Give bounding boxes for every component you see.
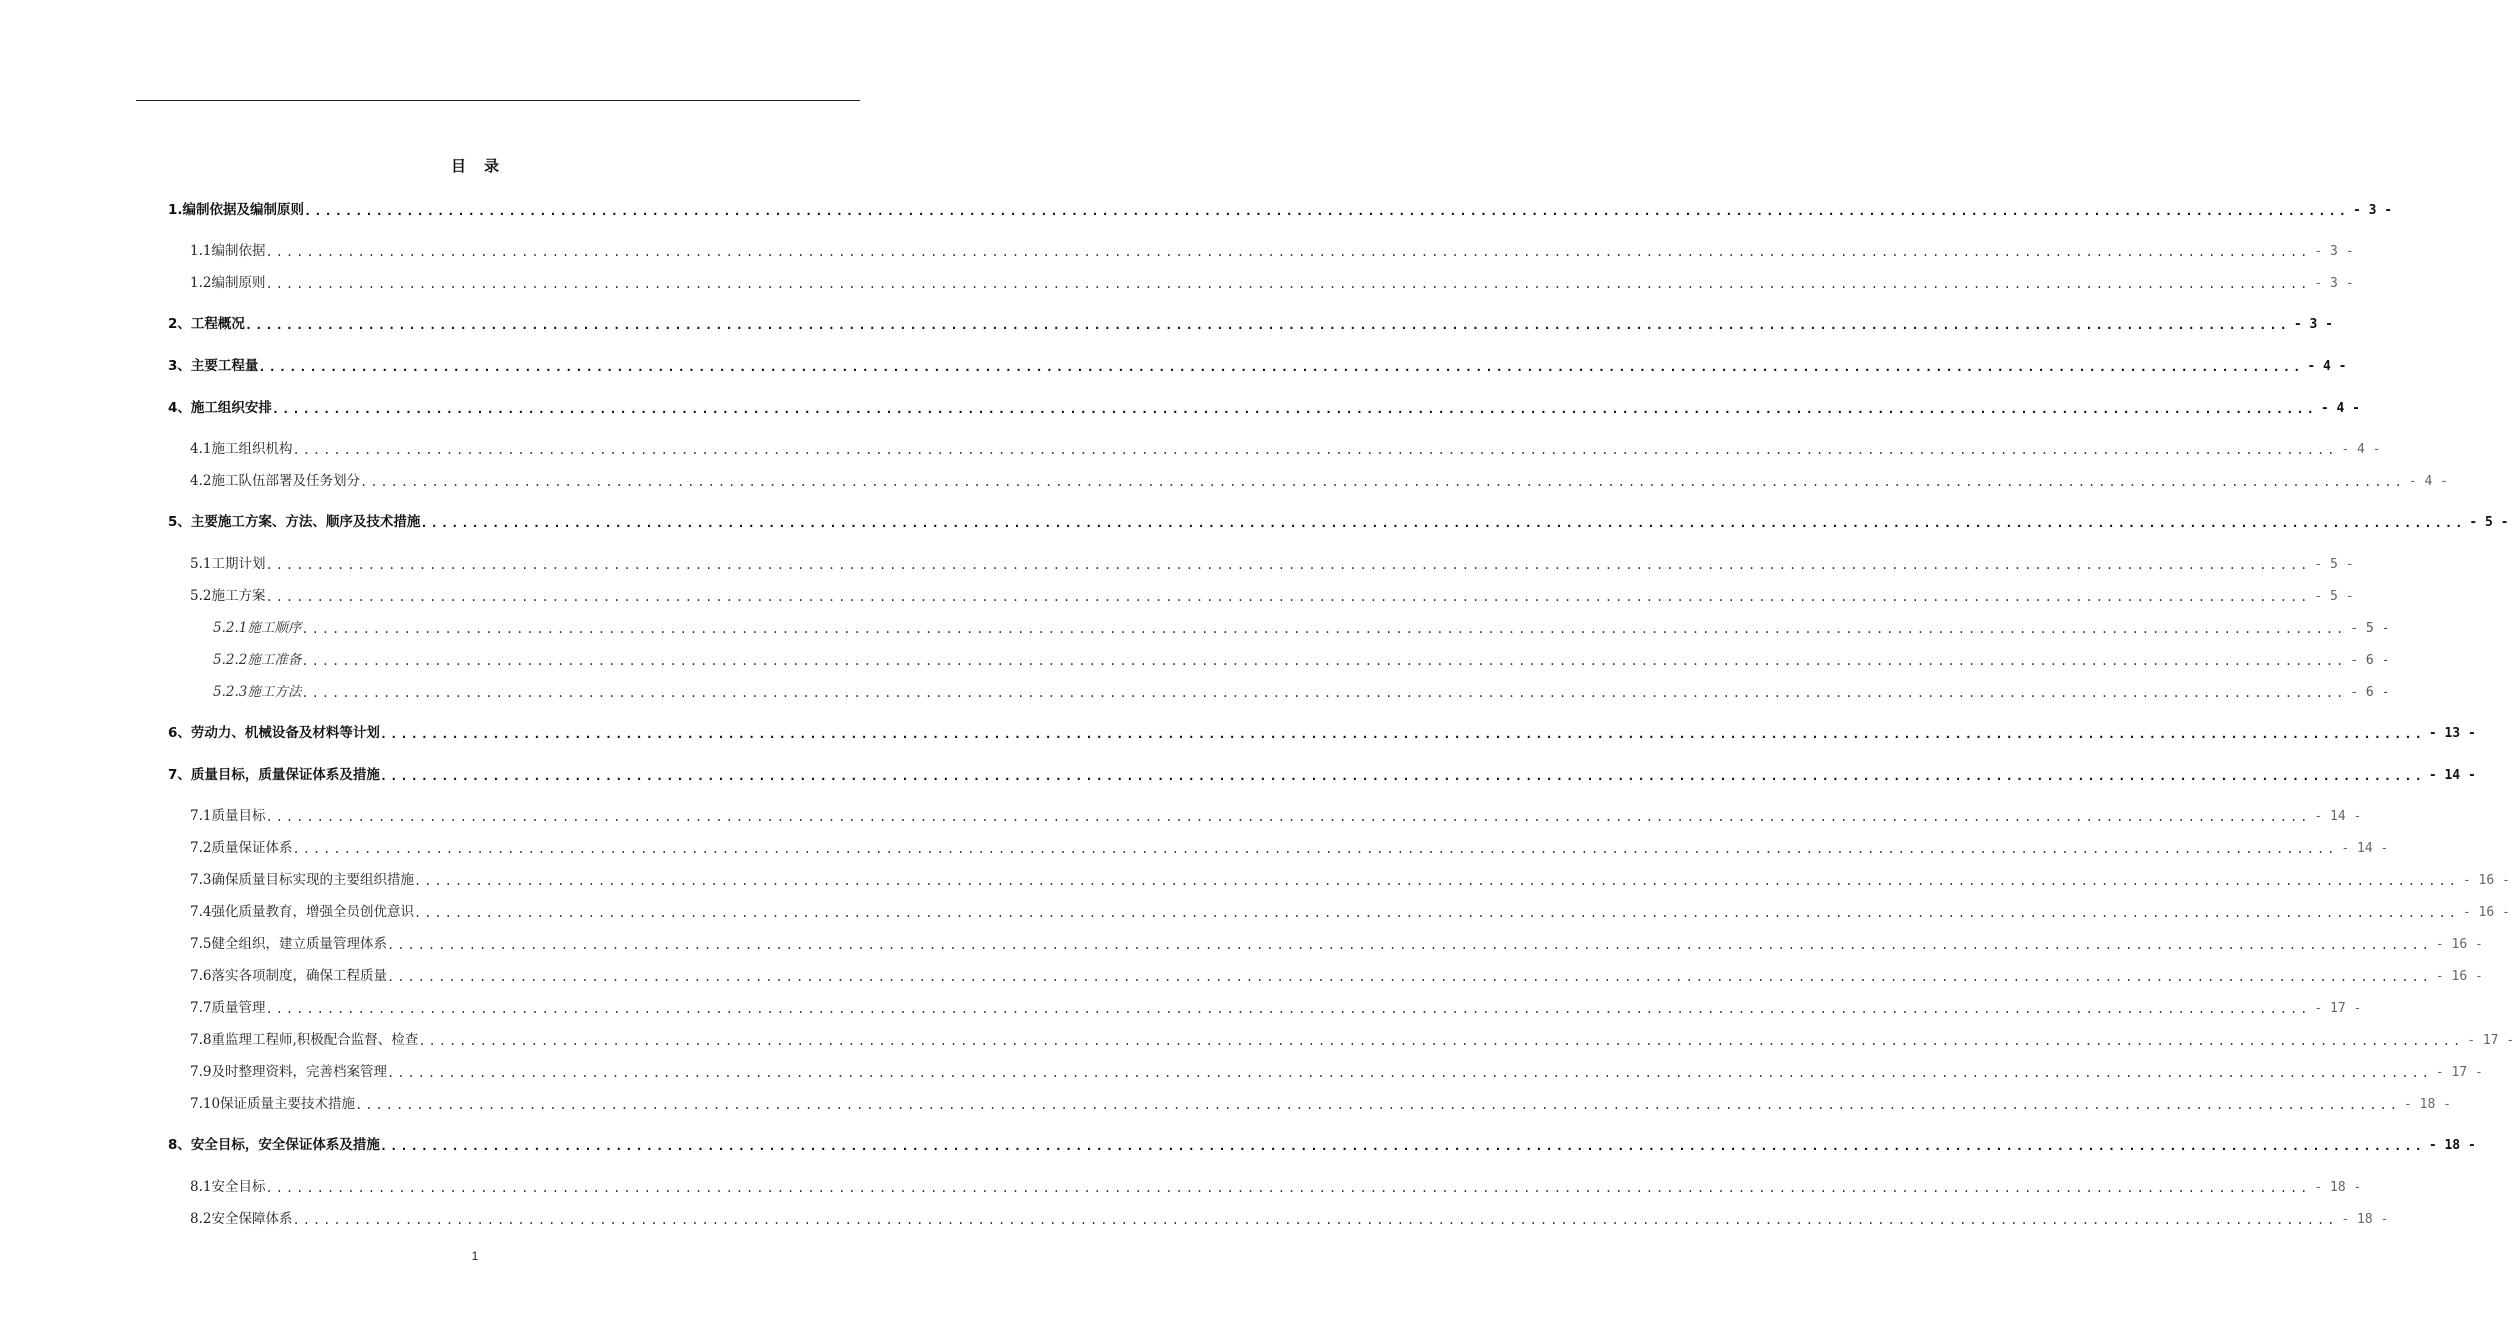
toc-dot-leader: ........................................................................................................................................................................................................	[258, 360, 2304, 374]
toc-entry-page: - 18 -	[2428, 1138, 2476, 1153]
toc-dot-leader: ........................................................................................................................................................................................................	[292, 842, 2338, 856]
toc-entry-page: - 14 -	[2428, 768, 2476, 783]
toc-entry-title: 8.1安全目标	[190, 1179, 266, 1195]
toc-entry-page: - 18 -	[2341, 1212, 2389, 1227]
toc-entry-page: - 16 -	[2435, 937, 2483, 952]
toc-entry-page: - 5 -	[2350, 621, 2390, 636]
toc-dot-leader: ........................................................................................................................................................................................................	[386, 938, 2432, 952]
toc-entry-title: 8.2安全保障体系	[190, 1211, 293, 1227]
toc-entry-title: 7.6落实各项制度，确保工程质量	[190, 968, 387, 984]
toc-entry-page: - 4 -	[2320, 401, 2360, 416]
toc-entry-title: 8、安全目标，安全保证体系及措施	[168, 1137, 380, 1153]
toc-dot-leader: ........................................................................................................................................................................................................	[265, 590, 2311, 604]
toc-entry-title: 7.7质量管理	[190, 1000, 266, 1016]
toc-entry[interactable]	[190, 964, 2483, 984]
toc-entry[interactable]	[190, 836, 2389, 856]
toc-entry[interactable]	[190, 996, 2362, 1016]
toc-entry[interactable]	[190, 804, 2362, 824]
toc-entry-page: - 3 -	[2314, 244, 2354, 259]
toc-dot-leader: ........................................................................................................................................................................................................	[265, 245, 2311, 259]
toc-entry[interactable]	[168, 396, 2360, 416]
toc-entry-title: 4、施工组织安排	[168, 400, 272, 416]
toc-entry-page: - 6 -	[2350, 653, 2390, 668]
toc-dot-leader: ........................................................................................................................................................................................................	[265, 277, 2311, 291]
toc-entry-page: - 16 -	[2435, 969, 2483, 984]
toc-entry[interactable]	[190, 552, 2354, 572]
toc-entry[interactable]	[168, 510, 2509, 530]
toc-entry-page: - 5 -	[2314, 589, 2354, 604]
toc-entry[interactable]	[190, 1028, 2514, 1048]
toc-entry-page: - 14 -	[2314, 809, 2362, 824]
toc-entry-page: - 16 -	[2462, 905, 2510, 920]
toc-entry-page: - 5 -	[2314, 557, 2354, 572]
toc-entry-title: 1.2编制原则	[190, 275, 266, 291]
toc-entry[interactable]	[190, 932, 2483, 952]
toc-dot-leader: ........................................................................................................................................................................................................	[265, 1002, 2311, 1016]
toc-entry[interactable]	[190, 1092, 2451, 1112]
toc-dot-leader: ........................................................................................................................................................................................................	[379, 769, 2425, 783]
toc-entry-title: 7.8重监理工程师,积极配合监督、检查	[190, 1032, 419, 1048]
toc-entry[interactable]	[190, 239, 2354, 259]
toc-entry-title: 7.5健全组织，建立质量管理体系	[190, 936, 387, 952]
toc-entry[interactable]	[213, 648, 2390, 668]
toc-entry-page: - 4 -	[2307, 359, 2347, 374]
toc-entry[interactable]	[168, 1133, 2476, 1153]
toc-dot-leader: ........................................................................................................................................................................................................	[386, 1066, 2432, 1080]
toc-dot-leader: ........................................................................................................................................................................................................	[292, 1213, 2338, 1227]
toc-dot-leader: ........................................................................................................................................................................................................	[359, 475, 2405, 489]
toc-entry-title: 5.2.3施工方法	[213, 684, 302, 700]
toc-entry-title: 7、质量目标，质量保证体系及措施	[168, 767, 380, 783]
toc-entry[interactable]	[190, 1175, 2362, 1195]
toc-entry-page: - 6 -	[2350, 685, 2390, 700]
toc-entry-title: 3、主要工程量	[168, 358, 259, 374]
toc-entry[interactable]	[168, 721, 2476, 741]
toc-entry-title: 6、劳动力、机械设备及材料等计划	[168, 725, 380, 741]
toc-entry-page: - 16 -	[2462, 873, 2510, 888]
toc-entry-page: - 3 -	[2314, 276, 2354, 291]
toc-entry[interactable]	[190, 271, 2354, 291]
toc-entry-page: - 18 -	[2403, 1097, 2451, 1112]
toc-entry[interactable]	[190, 900, 2510, 920]
toc-title-char-2: 录	[484, 157, 500, 175]
toc-entry-page: - 3 -	[2293, 317, 2333, 332]
toc-entry[interactable]	[190, 1207, 2389, 1227]
toc-entry-title: 7.9及时整理资料，完善档案管理	[190, 1064, 387, 1080]
toc-entry-page: - 17 -	[2467, 1033, 2514, 1048]
toc-entry[interactable]	[190, 469, 2449, 489]
toc-entry[interactable]	[168, 354, 2347, 374]
toc-entry-title: 7.10保证质量主要技术措施	[190, 1096, 356, 1112]
toc-entry-title: 5.1工期计划	[190, 556, 266, 572]
toc-entry-title: 4.2施工队伍部署及任务划分	[190, 473, 360, 489]
toc-entry-page: - 18 -	[2314, 1180, 2362, 1195]
toc-entry[interactable]	[168, 763, 2476, 783]
toc-entry-page: - 4 -	[2341, 442, 2381, 457]
toc-entry[interactable]	[213, 616, 2390, 636]
toc-dot-leader: ........................................................................................................................................................................................................	[265, 810, 2311, 824]
toc-entry-title: 7.1质量目标	[190, 808, 266, 824]
toc-dot-leader: ........................................................................................................................................................................................................	[304, 204, 2349, 218]
toc-entry[interactable]	[190, 868, 2510, 888]
toc-entry-page: - 13 -	[2428, 726, 2476, 741]
toc-entry[interactable]	[168, 198, 2393, 218]
toc-entry-title: 4.1施工组织机构	[190, 441, 293, 457]
toc-entry-title: 5.2.2施工准备	[213, 652, 302, 668]
toc-dot-leader: ........................................................................................................................................................................................................	[386, 970, 2432, 984]
toc-dot-leader: ........................................................................................................................................................................................................	[355, 1098, 2400, 1112]
toc-entry[interactable]	[190, 584, 2354, 604]
toc-entry-page: - 4 -	[2408, 474, 2449, 489]
toc-entry[interactable]	[168, 312, 2333, 332]
toc-dot-leader: ........................................................................................................................................................................................................	[265, 1181, 2311, 1195]
toc-entry-page: - 17 -	[2435, 1065, 2483, 1080]
toc-entry-title: 7.3确保质量目标实现的主要组织措施	[190, 872, 414, 888]
toc-entry-title: 1.1编制依据	[190, 243, 266, 259]
page-number: 1	[471, 1249, 479, 1263]
toc-entry[interactable]	[190, 1060, 2483, 1080]
toc-title-char-1: 目	[450, 157, 466, 175]
toc-entry-title: 7.4强化质量教育，增强全员创优意识	[190, 904, 414, 920]
toc-entry-page: - 14 -	[2341, 841, 2389, 856]
toc-dot-leader: ........................................................................................................................................................................................................	[413, 874, 2459, 888]
toc-dot-leader: ........................................................................................................................................................................................................	[301, 654, 2347, 668]
toc-dot-leader: ........................................................................................................................................................................................................	[379, 1139, 2425, 1153]
toc-entry-title: 5、主要施工方案、方法、顺序及技术措施	[168, 514, 421, 530]
toc-dot-leader: ........................................................................................................................................................................................................	[301, 686, 2347, 700]
toc-entry-page: - 3 -	[2352, 203, 2393, 218]
toc-entry-page: - 17 -	[2314, 1001, 2362, 1016]
toc-entry[interactable]	[213, 680, 2390, 700]
toc-entry-title: 5.2.1施工顺序	[213, 620, 302, 636]
toc-dot-leader: ........................................................................................................................................................................................................	[244, 318, 2290, 332]
toc-dot-leader: ........................................................................................................................................................................................................	[420, 516, 2466, 530]
toc-dot-leader: ........................................................................................................................................................................................................	[413, 906, 2459, 920]
toc-dot-leader: ........................................................................................................................................................................................................	[265, 558, 2311, 572]
toc-entry-title: 2、工程概况	[168, 316, 245, 332]
toc-entry[interactable]	[190, 437, 2381, 457]
toc-dot-leader: ........................................................................................................................................................................................................	[418, 1034, 2464, 1048]
toc-entry-title: 7.2质量保证体系	[190, 840, 293, 856]
toc-dot-leader: ........................................................................................................................................................................................................	[301, 622, 2347, 636]
toc-entry-title: 5.2施工方案	[190, 588, 266, 604]
toc-entry-page: - 5 -	[2469, 515, 2509, 530]
toc-dot-leader: ........................................................................................................................................................................................................	[292, 443, 2338, 457]
toc-dot-leader: ........................................................................................................................................................................................................	[379, 727, 2425, 741]
toc-dot-leader: ........................................................................................................................................................................................................	[271, 402, 2317, 416]
toc-entry-title: 1.编制依据及编制原则	[168, 202, 305, 218]
